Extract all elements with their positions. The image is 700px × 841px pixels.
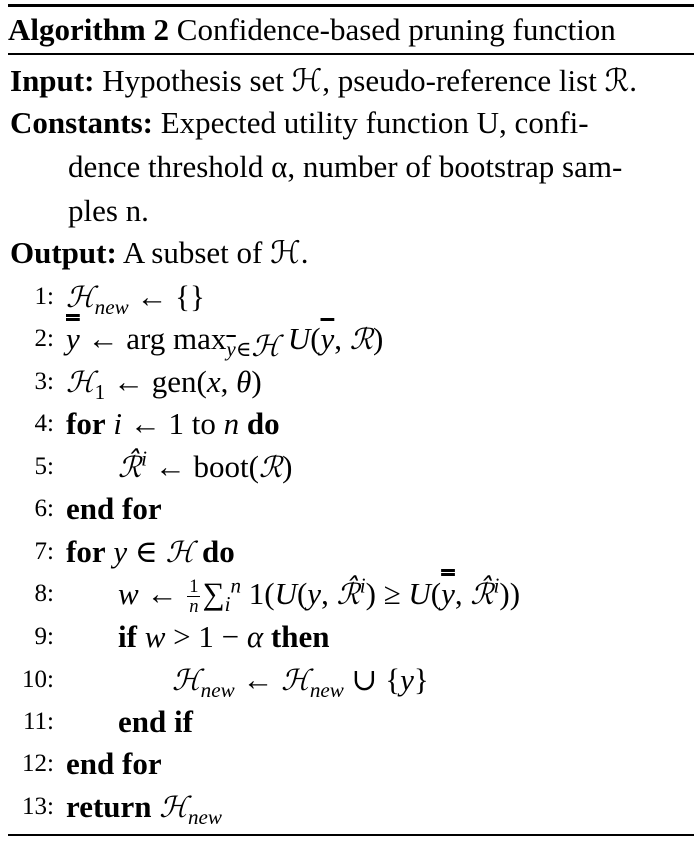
keyword-if: if xyxy=(118,619,137,654)
step-7-code: for y ∈ ℋ do xyxy=(66,534,235,569)
step-number: 13: xyxy=(22,793,54,820)
keyword-end-for: end for xyxy=(66,491,162,526)
keyword-do: do xyxy=(246,406,280,441)
keyword-for: for xyxy=(66,534,106,569)
step-2-math: y ← arg $\max_{\overline{y}\in ℋ} U(\overline{y}$, ℛ) xyxy=(66,321,384,364)
step-9-code: if w > 1 − α then xyxy=(118,619,330,654)
keyword-end-for: end for xyxy=(66,746,162,781)
title-rule xyxy=(8,53,694,55)
step-number: 5: xyxy=(34,453,54,480)
step-11-code xyxy=(118,701,193,743)
constants-line-1 xyxy=(10,102,589,144)
keyword-end-if: end if xyxy=(118,704,193,739)
bottom-rule xyxy=(8,834,694,836)
algorithm-name: Confidence-based pruning function xyxy=(176,12,616,47)
algorithm-title xyxy=(8,10,616,50)
constants-line-2 xyxy=(10,146,622,188)
step-6-code xyxy=(66,488,162,530)
keyword-do: do xyxy=(201,534,235,569)
input-label: Input: xyxy=(10,63,95,98)
step-number: 4: xyxy=(34,410,54,437)
constants-text-1: Expected utility function U, confi- xyxy=(160,105,589,140)
step-number: 10: xyxy=(22,666,54,693)
step-10-math: ℋ$_{new}$ ← ℋ$_{new}$ ∪ {y} xyxy=(172,662,429,703)
keyword-then: then xyxy=(270,619,330,654)
step-number: 1: xyxy=(34,283,54,310)
output-text: A subset of ℋ. xyxy=(122,235,309,270)
step-1-math: ℋ$_{new}$ ← {} xyxy=(66,279,205,320)
step-4-code: for i ← 1 to n do xyxy=(66,406,280,441)
step-number: 9: xyxy=(34,623,54,650)
top-rule xyxy=(8,4,694,7)
input-text: Hypothesis set ℋ, pseudo-reference list ℛ. xyxy=(102,63,638,98)
constants-label: Constants: xyxy=(10,105,153,140)
keyword-return: return xyxy=(66,789,152,824)
step-3-math: ℋ$_1$ ← gen(x, θ) xyxy=(66,364,262,405)
output-line xyxy=(10,232,309,274)
keyword-for: for xyxy=(66,406,106,441)
step-number: 2: xyxy=(34,325,54,352)
constants-line-3 xyxy=(10,190,149,232)
step-8-math: w ← $\frac{1}{n}$ $\sum_i^n$ 1(U(y, ℛ̂$^i$) ≥ U(y, ℛ̂$^i$)) xyxy=(118,573,521,618)
constants-text-2: dence threshold α, number of bootstrap sam- xyxy=(68,149,623,184)
step-number: 6: xyxy=(34,495,54,522)
step-13-code: return ℋ$_{new}$ xyxy=(66,789,222,830)
step-number: 11: xyxy=(22,708,54,735)
step-number: 8: xyxy=(34,580,54,607)
output-label: Output: xyxy=(10,235,117,270)
step-number: 7: xyxy=(34,538,54,565)
constants-text-3: ples n. xyxy=(68,193,149,228)
step-12-code xyxy=(66,743,162,785)
input-line xyxy=(10,60,637,102)
step-number: 12: xyxy=(22,750,54,777)
step-number: 3: xyxy=(34,368,54,395)
algorithm-label: Algorithm 2 xyxy=(8,12,170,47)
step-5-math: ℛ̂$^i$ ← boot(ℛ) xyxy=(118,446,293,484)
